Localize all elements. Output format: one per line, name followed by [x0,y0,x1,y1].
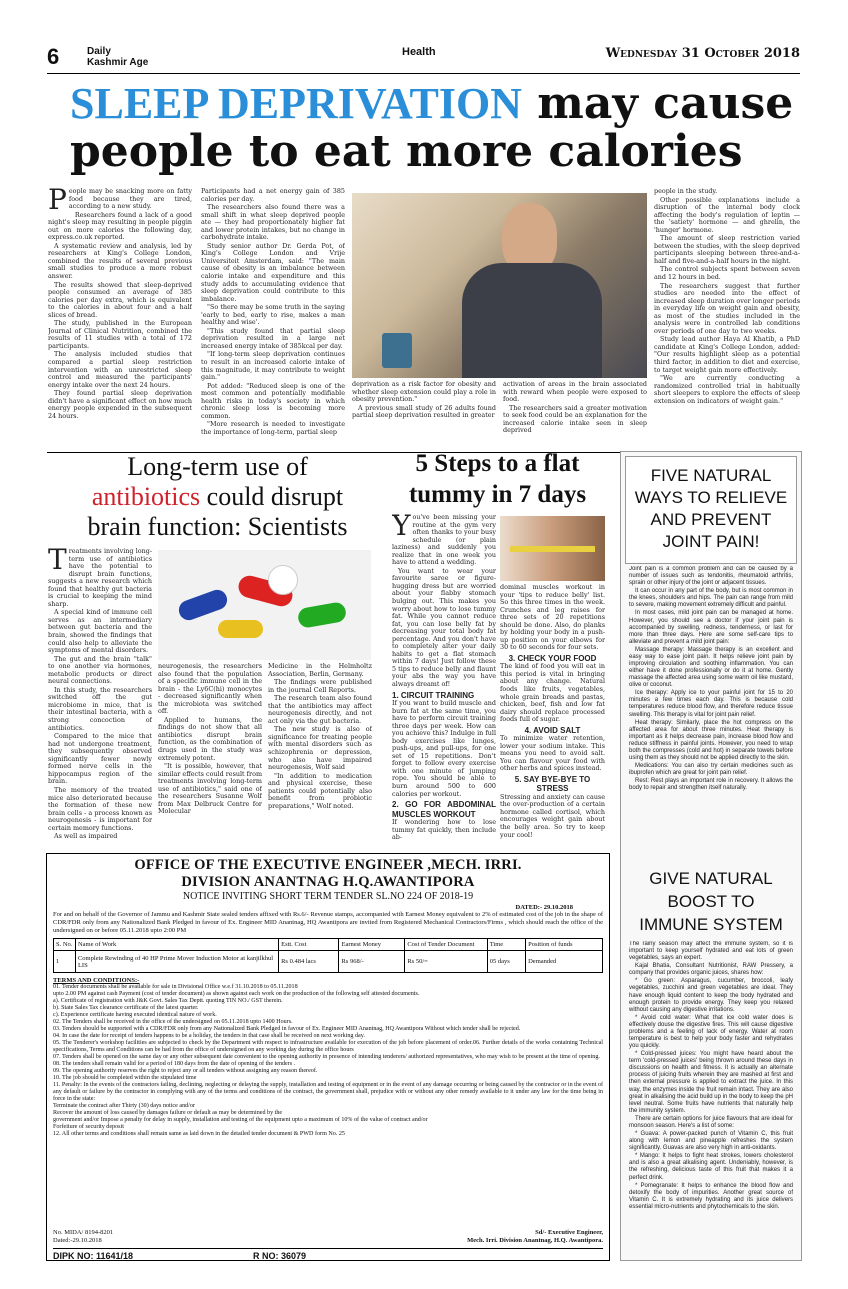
r-no: R NO: 36079 [253,1251,307,1261]
paragraph: The control subjects spent between seven and 12 hours in bed. [654,265,800,282]
notice-bottom-bar [53,1248,603,1261]
headline-line: JOINT PAIN! [662,532,760,551]
paragraph: Applied to humans, the findings do not show that all antibiotics disrupt brain function, as the combination of drugs used in the study was extremely potent. [158,715,262,762]
paragraph: The gut and the brain "talk" to one another via hormones, metabolic products or direct neural connections. [48,654,152,686]
tummy-step3: 3. CHECK YOUR FOOD [508,653,597,663]
term-item: 11. Penalty: In the events of the contractors failing, declining, neglecting or delaying the supply, installation and testing of equipment or in the event of any damage occurring or being caused by the contractor or in the event of any default or failure by the contractor in complying with any of the terms and conditions of the contract, the government shall, prejudice with or without any other remedy available to it under any law for the time being in force in the state: [53,1082,603,1103]
paragraph: The researchers said a greater motivation to seek food could be an explanation for the increased calorie intake seen in sleep deprived [503,403,647,435]
paragraph: * Pomegranate: It helps to enhance the blood flow and detoxify the body of impurities. Another great source of Vitamin C. It is extremely hydrating and its juice delivers essential micro-nutrients and phytochemicals to the skin. [629,1182,793,1210]
tender-notice [46,853,610,1261]
paragraph: If you want to build muscle and burn fat at the same time, you have to perform circuit training three days per week. How can you achieve this? Indulge in full body exercises like lunges, push-ups, and pull-ups, for one set of 15 repetitions. Don't forget to follow every exercise with one minute of jumping rope. You should be able to burn around 500 to 600 calories per workout. [392,699,496,798]
table-cell: Complete Rewinding of 40 HP Prime Mover Induction Motor at kanjilkhul LIS [75,951,278,973]
tummy-headline [385,448,610,510]
tummy-col1b-text [392,700,496,798]
joint-headline [625,456,797,564]
paper-name-line2: Kashmir Age [87,57,149,68]
paragraph: The researchers also found there was a small shift in what sleep deprived people ate — they had proportionately higher fat and lower protein intakes, but no change in carbohydrate intake. [201,203,345,242]
terms-title: TERMS AND CONDITIONS:- [53,977,140,985]
immune-headline [625,867,797,939]
pills-photo [158,550,371,660]
joint-body [629,566,793,861]
headline-line: IMMUNE SYSTEM [639,915,783,934]
paragraph: Heat therapy: Similarly, place the hot compress on the affected area for about three minutes. Heat therapy is important as it helps decrease pain, increase blood flow and reduce stiffness in painful joints. However, you need to wrap both the compresses (cold and hot) in separate towels before using them as they should not be applied directly to the skin. [629,719,793,762]
signatory-office: Mech. Irri. Division Anantnag, H.Q. Awantipora. [467,1237,603,1244]
table-cell: 05 days [487,951,525,973]
table-header-cell: Time [487,939,525,951]
term-item: Forfeiture of security deposit [53,1124,124,1131]
notice-office-l1: OFFICE OF THE EXECUTIVE ENGINEER ,MECH. IRRI. [134,857,522,873]
pill [268,565,298,595]
sleep-col-3 [352,381,496,448]
antibiotics-headline [50,452,385,542]
date-line: Wednesday 31 October 2018 [605,46,800,61]
ab-col1-text [48,548,152,841]
immune-body [629,941,793,1257]
paragraph: "If long-term sleep deprivation continues to result in an increased calorie intake of this magnitude, it may contribute to weight gain." [201,350,345,382]
table-header-cell: Earnest Money [339,939,405,951]
man-body [462,263,602,378]
table-header-cell: S. No. [54,939,76,951]
tummy-col2c-text [500,735,605,773]
term-item: 08. The tenders shall remain valid for a period of 180 days from the date of opening of the tenders . [53,1061,296,1068]
table-cell: Rs 0.484 lacs [279,951,339,973]
paragraph: A systematic review and analysis, led by researchers at King's College London, combined the results of several previous small studies to produce a more robust answer. [48,241,192,281]
paragraph: Joint pain is a common problem and can be caused by a number of issues such as tendonitis, rheumatoid arthritis, sprain or other injury of the joint or adjacent tissues. [629,566,793,587]
paragraph: Researchers found a lack of a good night's sleep may resulting in people piggin out on more calories the following day, express.co.uk reported. [48,210,192,242]
headline-line: GIVE NATURAL [649,869,773,888]
sidebar-box [620,451,802,1261]
paragraph: "This study found that partial sleep deprivation resulted in a large net increased energy intake of 385kcal per day. [201,326,345,350]
paragraph: "So there may be some truth in the saying 'early to bed, early to rise, makes a man healthy and wise'. [201,303,345,327]
paragraph: The amount of sleep restriction varied between the studies, with the sleep deprived participants sleeping between three-and-a-half and five-and-a-half hours in the night. [654,234,800,265]
paragraph: reatments involving long-term use of antibiotics have the potential to disrupt brain functions, suggests a new research which found that healthy gut bacteria is crucial to keeping the mind sharp. [48,548,152,608]
headline-line: FIVE NATURAL [650,466,772,485]
paragraph: neurogenesis, the researchers also found that the population of a specific immune cell in the brain - the Ly6C(hi) monocytes - decreased significantly when the microbiota was switched off. [158,663,262,716]
ab-line2 [50,482,385,512]
no-mida: No. MIDA/ 8194-8201 [53,1229,114,1236]
term-item: 03. Tenders should be supported with a CDR/FDR only from any Nationalized Bank Pledged in favour of Ex. Engineer MID Anantnag, HQ Awantipora Without which tender shall be rejected. [53,1026,521,1033]
masthead [47,44,800,74]
sleep-col-2 [201,188,345,448]
paragraph: Kajal Bhatia, Consultant Nutritionist, RAW Pressery, a company that provides organic juices, shares how: [629,963,793,977]
tummy-step4: 4. AVOID SALT [524,725,581,735]
page-number: 6 [47,44,60,69]
tummy-col-1 [392,514,496,848]
paragraph: The analysis included studies that compared a partial sleep restriction intervention with an unrestricted sleep control and measured the participants' energy intake over the next 24 hours. [48,350,192,389]
paragraph: The researchers suggest that further studies are needed into the effect of increased sleep duration over longer periods in everyday life on weight gain and obesity, as most of the studies included in the analysis were in controlled lab conditions over periods of one day to two weeks. [654,281,800,335]
tummy-col2b-text [500,663,605,723]
paragraph: "More research is needed to investigate the importance of long-term, partial sleep [201,420,345,436]
paragraph: Stressing and anxiety can cause the over-production of a certain hormone called cortisol, which encourages weight gain about the belly area. So try to keep your cool! [500,792,605,839]
paragraph: Other possible explanations include a disruption of the internal body clock affecting the body's regulation of leptin — the 'satiety' hormone — and ghrelin, the 'hunger' hormone. [654,195,800,234]
notice-title: NOTICE INVITING SHORT TERM TENDER SL.NO 224 OF 2018-19 [182,891,474,902]
sleep-photo [352,193,647,378]
paragraph: It can occur in any part of the body, but is most common in the knees, shoulders and hips. The pain can range from mild to severe, making movement extremely difficult and painful. [629,588,793,609]
paragraph: The study, published in the European Journal of Clinical Nutrition, combined the results of 11 studies with a total of 172 participants. [48,319,192,350]
ab-red: antibiotics [91,482,201,511]
term-item: Recover the amount of loss caused by damages failure or default as may be determined by the [53,1110,283,1117]
table-cell: Rs 968/- [339,951,405,973]
paragraph: There are certain options for juice flavours that are ideal for monsoon season. Here's a list of some: [629,1115,793,1129]
table-cell: Rs 50/= [405,951,487,973]
tummy-dropcap: Y [392,514,411,542]
term-item: government and/or Impose a penalty for delay in supply, installation and testing of the equipment upto a maximum of 10% of the value of contract and/or [53,1117,428,1124]
tender-table-row [54,951,603,973]
ab-line3: brain function: Scientists [87,512,348,541]
term-item: 09. The opening authority reserves the right to reject any or all tenders without assigning any reason thereof. [53,1068,318,1075]
table-header-cell: Estt. Cost [279,939,339,951]
table-header-cell: Name of Work [75,939,278,951]
paragraph: dominal muscles workout in your 'tips to reduce belly' list. So this three times in the week. Crunches and leg raises for three sets of 20 repetitions should be done. Also, do planks by holding your body in a push-up position on your elbows for 30 to 60 seconds for four sets. [500,584,605,652]
paragraph: Medicine in the Helmholtz Association, Berlin, Germany. [268,663,372,678]
tummy-step2: 2. GO FOR ABDOMINAL MUSCLES WORKOUT [392,800,496,819]
paragraph: Pot added: "Reduced sleep is one of the most common and potentially modifiable health risks in today's society in which chronic sleep loss is becoming more common. [201,381,345,420]
paragraph: * Go green: Asparagus, cucumber, broccoli, leafy vegetables, zucchini and green vegetables are ideal. They have enough liquid content to keep the body hydrated and enough protein to provide energy. They keep you relaxed without causing any digestive irritations. [629,978,793,1013]
signatory: Sd/- Executive Engineer, [535,1229,603,1236]
dipk-no: DIPK NO: 11641/18 [53,1251,134,1261]
paragraph: ou've been missing your routine at the gym very often thanks to your busy schedule (or plain laziness) and suddenly you realize that in one week you have to attend a wedding. [392,514,496,567]
sleep-col-1 [48,188,192,448]
tummy-col2d-text [500,794,605,839]
paragraph: * Guava: A power-packed punch of Vitamin C, this fruit along with lemon and pineapple refreshes the system significantly. Guavas are also very high in anti-oxidants. [629,1131,793,1152]
measuring-tape [510,546,595,552]
ab-line1: Long-term use of [127,452,308,481]
paragraph: people in the study. [654,188,718,195]
ab-col-3 [268,663,372,848]
tummy-step5: 5. SAY BYE-BYE TO STRESS [514,774,591,794]
tummy-line1: 5 Steps to a flat [415,450,580,477]
headline-line: WAYS TO RELIEVE [634,488,788,507]
paragraph: The rainy season may affect the immune system, so it is important to keep yourself hydrated and eat lots of green vegetables, says an expert. [629,941,793,962]
notice-office-l2: DIVISION ANANTNAG H.Q.AWANTIPORA [181,874,475,890]
notice-intro: For and on behalf of the Governor of Jammu and Kashmir State sealed tenders affixed with Rs.6/- Revenue stamps, accompanied with Earnest Money equivalent to 2% of estimated cost of the job in the shape of CDR/FDR only from any Nationalized Bank Pledged in favour of Ex. Engineer MID Anantnag, HQ Awantipora are invited from Registered Mechanical Contractors/Firms , which should reach the office of the undersigned on or before 05.11.2018 upto 2:00 PM [53,911,603,934]
term-item: b). State Sales Tax clearance certificate of the latest quarter. [53,1005,199,1012]
paragraph: Ice therapy: Apply ice to your painful joint for 15 to 20 minutes a few times each day. This is because cold temperatures reduce blood flow, and therefore reduce tissue swelling. This therapy is vital for joint pain relief. [629,690,793,718]
sleep-col-4 [503,381,647,448]
paragraph: activation of areas in the brain associated with reward when people were exposed to food. [503,381,647,404]
paragraph: Study lead author Haya Al Khatib, a PhD candidate at King's College London, added: "Our results highlight sleep as a potential third factor, in addition to diet and exercise, to target weight gain more effectively. [654,335,800,374]
term-item: c). Experience certificate having executed identical nature of work. [53,1012,217,1019]
paragraph: A special kind of immune cell serves as an intermediary between gut bacteria and the brain, showed the findings that could also help to alleviate the symptoms of mental disorders. [48,608,152,655]
ab-col-2 [158,663,262,848]
term-item: a). Certificate of registration with J&K Govt. Sales Tax Deptt. quoting TIN NO./ GST therein. [53,998,283,1005]
term-item: 10. The job should be completed within the stipulated time [53,1075,197,1082]
paragraph: Massage therapy: Massage therapy is an excellent and easy way to ease joint pain. It helps relieve joint pain by improving circulation and soothing inflammation. You can either have it done professionally or do it at home. Gently massage the affected area using some warm oil like mustard, olive or coconut. [629,646,793,689]
paragraph: The kind of food you will eat in this period is vital in bringing about any change. Natural foods like fruits, vegetables, whole grain breads and pastas, chicken, beef, fish and low fat dairy should replace processed foods full of sugar. [500,662,605,724]
pill [297,601,348,629]
paragraph: The memory of the treated mice also deteriorated because the formation of these new brain cells - a process known as neurogenesis - is important for certain memory functions. [48,785,152,832]
term-item: upto 2.00 PM against cash Payment (cost of tender document) as shown against each work on the production of the following self attested documents. [53,991,420,998]
paragraph: * Mango: It helps to fight heat strokes, lowers cholesterol and is also a great alkalising agent. Undeniably, however, is the refreshing, delicious taste of this fruit that makes it a perfect drink. [629,1153,793,1181]
paragraph: In most cases, mild joint pain can be managed at home. However, you should see a doctor if your joint pain is accompanied by swelling, redness, tenderness, or last for more than three days. Here are some self-care tips to alleviate and prevent a mild joint pain: [629,610,793,645]
ab-dropcap: T [48,548,67,576]
paragraph: The results showed that sleep-deprived people consumed an average of 385 calories per day extra, which is equivalent to the calories in about four and a half slices of bread. [48,280,192,319]
pill [218,620,263,638]
tummy-col1c-text [392,819,496,842]
term-item: 02. The Tenders shall be received in the office of the undersigned on 05.11.2018 upto 1400 Hours. [53,1019,293,1026]
sleep-col1-text [48,188,192,420]
paragraph: "We are currently conducting a randomized controlled trial in habitually short sleepers to explore the effects of sleep extension on indicators of weight gain." [654,374,800,405]
tender-table-header [54,939,603,951]
paragraph: Participants had a net energy gain of 385 calories per day. [201,188,345,203]
paragraph: Rest: Rest plays an important role in recovery. It allows the body to repair and strengthen itself naturally. [629,778,793,792]
paragraph: deprivation as a risk factor for obesity and whether sleep extension could play a role in obesity prevention." [352,381,496,404]
term-item: 01. Tender documents shall be available for sale in Divisional Office w.e.f 31.10.2018 to 05.11.2018 [53,984,298,991]
paragraph: The research team also found that the antibiotics may affect neurogenesis directly, and not act only via the gut bacteria. [268,694,372,725]
main-headline [70,80,810,176]
term-item: Terminate the contract after Thirty (30) days notice and/or [53,1103,195,1110]
tummy-col-2 [500,584,605,848]
table-header-cell: Cost of Tender Document [405,939,487,951]
paragraph: Compared to the mice that had not undergone treatment, they subsequently observed significantly fewer newly formed nerve cells in the hippocampus region of the brain. [48,732,152,786]
table-cell: 1 [54,951,76,973]
paragraph: "In addition to medication and physical exercise, these patients could potentially also benefit from probiotic preparations," Wolf noted. [268,771,372,810]
term-item: 07. Tenders shall be opened on the same day or any other subsequent date convenient to the opening authority in presence of intending tenderers/ authorized representatives, who may wish to be present at the time of opening. [53,1054,600,1061]
ab-line2-rest: could disrupt [200,482,344,511]
section-label: Health [402,46,436,58]
paragraph: A previous small study of 26 adults found partial sleep deprivation resulted in greater [352,403,496,420]
pill [176,587,230,623]
dated2: Dated:-29.10.2018 [53,1237,102,1244]
paper-name-line1: Daily [87,46,111,57]
paragraph: eople may be snacking more on fatty food because they are tired, according to a new study. [68,188,192,211]
headline-blue: SLEEP DEPRIVATION [70,79,522,128]
sleep-dropcap: P [48,188,67,216]
paragraph: You want to wear your favourite saree or figure-hugging dress but are worried about your flabby stomach bulging out. This makes you worry about how to lose tummy fat. While you cannot reduce fat, you can lose belly fat by decreasing your total body fat percentage. And you don't have to completely alter your daily habits to get a flat stomach within 7 days! Just follow these 5 tips to reduce belly and flaunt your abs the way you have always dreamt of! [392,566,496,689]
terms-list [53,984,603,1138]
tummy-line2: tummy in 7 days [408,481,587,508]
headline-line: BOOST TO [667,892,755,911]
table-header-cell: Position of funds [526,939,603,951]
term-item: 04. In case the date for receipt of tenders happens to be a holiday, the tenders in that case shall be received on next working day. [53,1033,365,1040]
paragraph: "It is possible, however, that similar effects could result from treatments involving long-term use of antibiotics," said one of the researchers Susanne Wolf from Max Delbruck Centre for Molecular [158,762,262,816]
ab-col-1 [48,548,152,848]
paragraph: They found partial sleep deprivation didn't have a significant effect on how much energy people expended in the subsequent 24 hours. [48,389,192,420]
paragraph: * Cold-pressed juices: You might have heard about the term 'cold-pressed juices' being thrown around these days in discussions on health and fitness. It is actually an alternate process of juicing fruits wherein they are mashed at first and then external pressure is applied to extract the juice. In this way, the enzymes inside the fruit remain intact. They are also great in alkalising the acid build up in the body to keep the pH level neutral. Some fruits have nutrients that naturally help the immunity system. [629,1051,793,1114]
tummy-step1: 1. CIRCUIT TRAINING [392,690,475,700]
paragraph: In this study, the researchers switched off the gut microbiome in mice, that is their intestinal bacteria, with a strong concoction of antibiotics. [48,685,152,732]
paragraph: Study senior author Dr. Gerda Pot, of King's College London and Vrije Universiteit Amsterdam, said: "The main cause of obesity is an imbalance between calorie intake and expenditure and this study adds to accumulating evidence that sleep deprivation could contribute to this imbalance. [201,241,345,303]
term-item: 12. All other terms and conditions shall remain same as laid down in the detailed tender document & PWD form No. 25 [53,1131,345,1138]
headline-line2: people to eat more calories [70,126,743,177]
table-cell: Demanded [526,951,603,973]
paragraph: If wondering how to lose tummy fat quickly, then include ab- [392,818,496,842]
paragraph: The findings were published in the journal Cell Reports. [268,678,372,694]
paragraph: Medications: You can also try certain medicines such as ibuprofen which are great for joint pain relief. [629,763,793,777]
headline-line: AND PREVENT [650,510,772,529]
sleep-col-5 [654,188,800,448]
tummy-photo [500,516,605,581]
paragraph: To minimize water retention, lower your sodium intake. This means you need to avoid salt. You can flavour your food with other herbs and spices instead. [500,734,605,773]
paragraph: The new study is also of significance for treating people with mental disorders such as schizophrenia or depression, who also have impaired neurogenesis, Wolf said [268,725,372,772]
headline-rest: may cause [521,78,794,129]
paragraph: As well as impaired [54,832,118,841]
paragraph: * Avoid cold water: What that ice cold water does is effectively douse the digestive fires. This will cause digestive problems and a feeling of lack of energy. Water at room temperature is best to help your body faster and rehydrates you quickly. [629,1014,793,1050]
term-item: 05. The Tenderer's workshop facilities are subjected to check by the Department with respect to infrastructure available for execution of the job before placement of order.06. Further details of the works containing Technical specifications, Terms and Conditions can be had from the office of undersigned on any working day during the office hours [53,1040,603,1054]
notice-dated: DATED:- 29.10.2018 [515,904,573,911]
tender-table [53,938,603,973]
tummy-col2-text [500,584,605,652]
mug [382,333,412,368]
